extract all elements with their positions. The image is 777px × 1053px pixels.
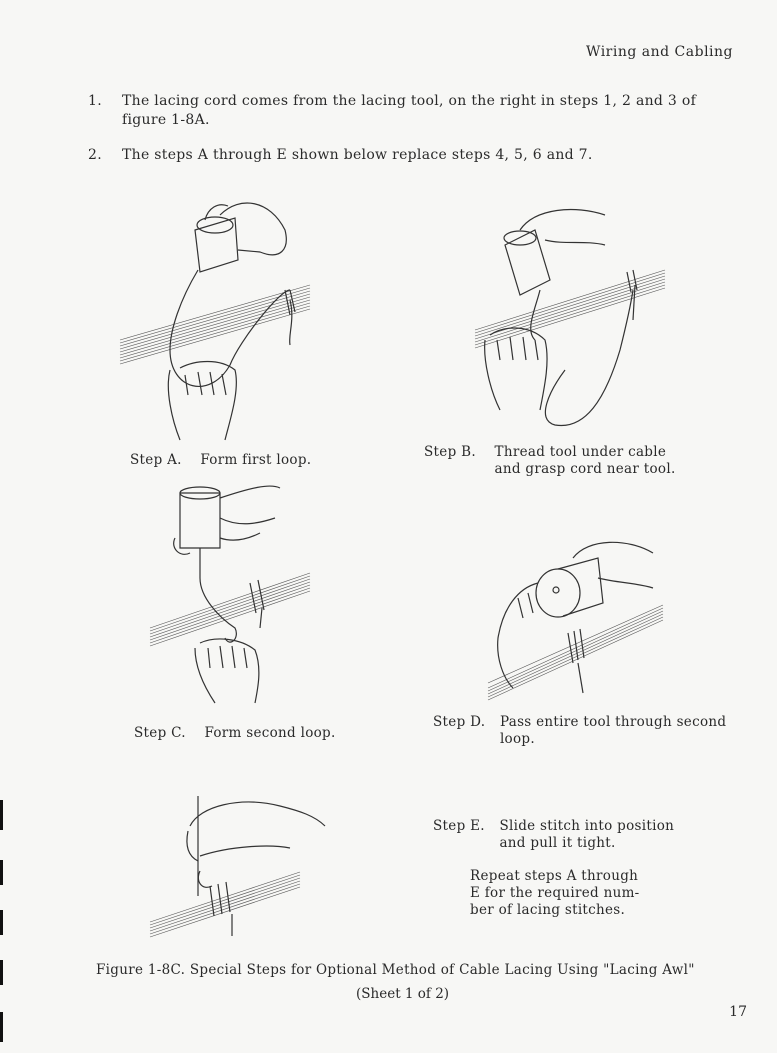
figure-caption: Figure 1-8C. Special Steps for Optional Method of Cable Lacing Using "Lacing Awl"	[96, 962, 695, 978]
step-label: Step E.	[433, 818, 485, 834]
repeat-note: Repeat steps A through E for the required num- ber of lacing stitches.	[470, 868, 640, 918]
step-label: Step D.	[433, 714, 486, 730]
illustration-step-c	[140, 478, 330, 713]
illustration-step-b	[455, 200, 680, 440]
step-label: Step B.	[424, 444, 476, 460]
instruction-number: 2.	[88, 147, 102, 163]
step-label: Step A.	[130, 452, 182, 468]
margin-mark	[0, 960, 3, 985]
step-c-caption	[134, 725, 336, 742]
figure-sheet-note: (Sheet 1 of 2)	[356, 986, 450, 1002]
step-description: Form first loop.	[200, 452, 312, 468]
instruction-text: The steps A through E shown below replace steps 4, 5, 6 and 7.	[122, 147, 593, 163]
step-d-caption	[433, 714, 726, 748]
illustration-step-d	[478, 528, 678, 703]
illustration-step-a	[110, 190, 340, 445]
page-number: 17	[729, 1004, 747, 1020]
step-description: Thread tool under cable and grasp cord near tool.	[494, 444, 676, 477]
margin-mark	[0, 860, 3, 885]
margin-mark	[0, 1012, 3, 1042]
step-description: Pass entire tool through second loop.	[499, 714, 727, 747]
step-label: Step C.	[134, 725, 186, 741]
illustration-step-e	[140, 786, 340, 941]
instruction-number: 1.	[88, 93, 102, 109]
step-a-caption	[130, 452, 311, 469]
instruction-text: The lacing cord comes from the lacing tool, on the right in steps 1, 2 and 3 of figure 1-8A.	[122, 93, 697, 128]
margin-mark	[0, 910, 3, 935]
running-header: Wiring and Cabling	[586, 44, 733, 60]
step-b-caption	[424, 444, 676, 478]
margin-mark	[0, 800, 3, 830]
step-e-caption	[433, 818, 674, 852]
step-description: Form second loop.	[204, 725, 336, 741]
step-description: Slide stitch into position and pull it tight.	[499, 818, 675, 851]
